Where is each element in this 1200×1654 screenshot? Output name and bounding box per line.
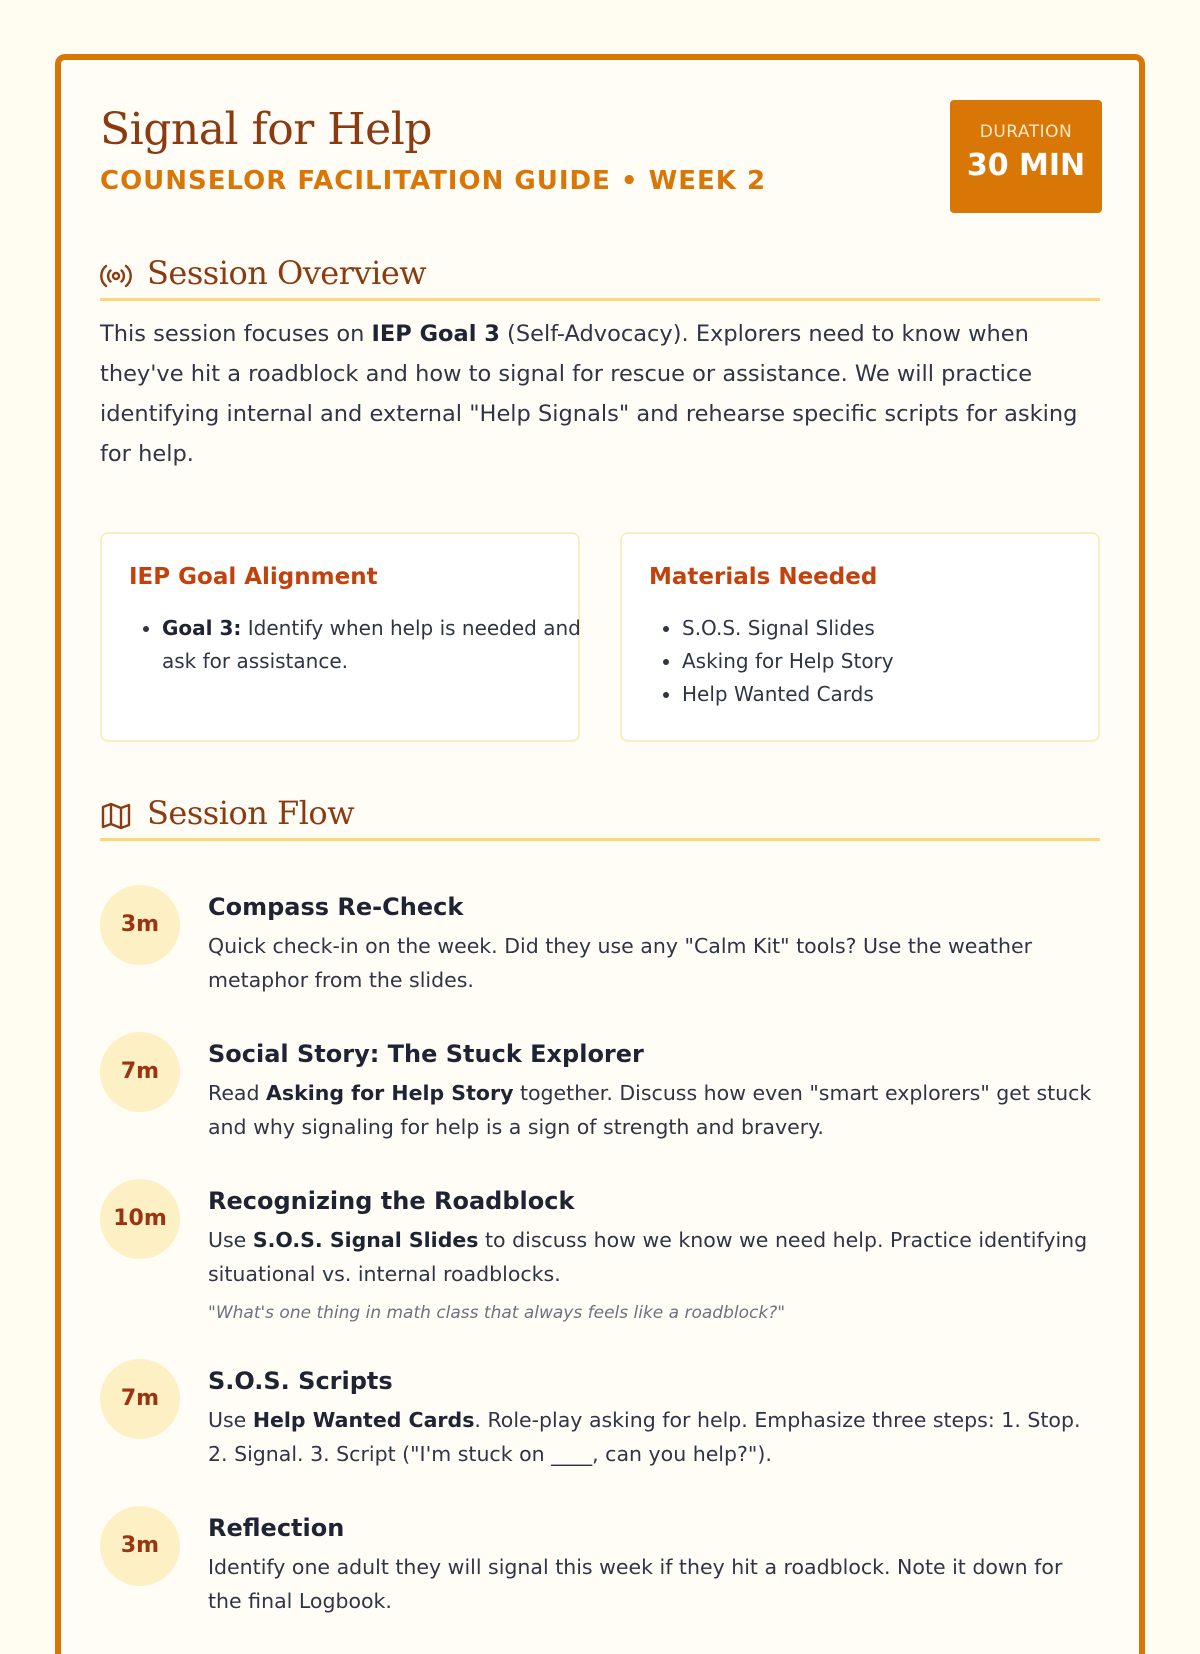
time-badge: 7m [100, 1359, 180, 1439]
step-desc-material: S.O.S. Signal Slides [252, 1228, 479, 1252]
materials-list [655, 612, 1102, 711]
step-desc-start: Use [208, 1228, 253, 1252]
step-description [208, 1223, 1100, 1291]
session-overview-heading: Session Overview [147, 254, 427, 292]
duration-value: 30 MIN [966, 148, 1086, 183]
list-item: • Help Wanted Cards [682, 678, 1102, 711]
materials-heading: Materials Needed [649, 564, 878, 590]
materials-box [620, 532, 1100, 742]
goal-label: Goal 3: [162, 616, 242, 640]
page-title: Signal for Help [100, 104, 432, 155]
step-desc-start: Read [208, 1081, 267, 1105]
time-badge: 3m [100, 885, 180, 965]
step-description [208, 1076, 1100, 1144]
step-desc-material: Asking for Help Story [266, 1081, 514, 1105]
step-title: S.O.S. Scripts [208, 1367, 393, 1395]
step-description [208, 1550, 1100, 1618]
step-title: Social Story: The Stuck Explorer [208, 1040, 644, 1068]
broadcast-icon [100, 262, 132, 290]
session-overview-text [100, 314, 1100, 474]
discussion-prompt: "What's one thing in math class that always feels like a roadblock?" [208, 1303, 786, 1323]
step-title: Recognizing the Roadblock [208, 1187, 575, 1215]
map-icon [100, 802, 132, 830]
overview-text-start: This session focuses on [100, 321, 372, 347]
iep-goal-heading: IEP Goal Alignment [129, 564, 378, 590]
step-desc-rest: . Role-play asking for help. Emphasize three steps: 1. Stop. 2. Signal. 3. Script ("I'm stuck on ____, can you help?"). [208, 1408, 1081, 1466]
page-subtitle: COUNSELOR FACILITATION GUIDE • WEEK 2 [100, 166, 767, 196]
step-desc-start: Use [208, 1408, 253, 1432]
iep-goal-list [135, 612, 582, 678]
step-desc-rest: to discuss how we know we need help. Practice identifying situational vs. internal roadblocks. [208, 1228, 1088, 1286]
step-description [208, 929, 1100, 997]
iep-goal-box [100, 532, 580, 742]
list-item [162, 612, 582, 678]
session-overview-header [100, 254, 1100, 301]
overview-text-goal: IEP Goal 3 [371, 321, 500, 347]
goal-text: Identify when help is needed and ask for assistance. [162, 616, 581, 673]
step-desc-text: Identify one adult they will signal this week if they hit a roadblock. Note it down for the final Logbook. [208, 1555, 1063, 1613]
duration-label: DURATION [979, 122, 1073, 142]
duration-badge [950, 100, 1102, 213]
step-desc-text: Quick check-in on the week. Did they use any "Calm Kit" tools? Use the weather metaphor from the slides. [208, 934, 1033, 992]
step-description [208, 1403, 1100, 1471]
step-desc-rest: together. Discuss how even "smart explorers" get stuck and why signaling for help is a sign of strength and bravery. [208, 1081, 1092, 1139]
step-title: Reflection [208, 1514, 345, 1542]
time-badge: 7m [100, 1032, 180, 1112]
step-desc-material: Help Wanted Cards [252, 1408, 475, 1432]
session-flow-header [100, 794, 1100, 841]
list-item: • S.O.S. Signal Slides [682, 612, 1102, 645]
step-title: Compass Re-Check [208, 893, 464, 921]
list-item: • Asking for Help Story [682, 645, 1102, 678]
time-badge: 10m [100, 1179, 180, 1259]
session-flow-heading: Session Flow [147, 794, 355, 832]
overview-text-rest: (Self-Advocacy). Explorers need to know when they've hit a roadblock and how to signal for rescue or assistance. We will practice identifying internal and external "Help Signals" and rehearse specific scripts for asking for help. [100, 321, 1078, 467]
page-header [100, 100, 1100, 220]
time-badge: 3m [100, 1506, 180, 1586]
